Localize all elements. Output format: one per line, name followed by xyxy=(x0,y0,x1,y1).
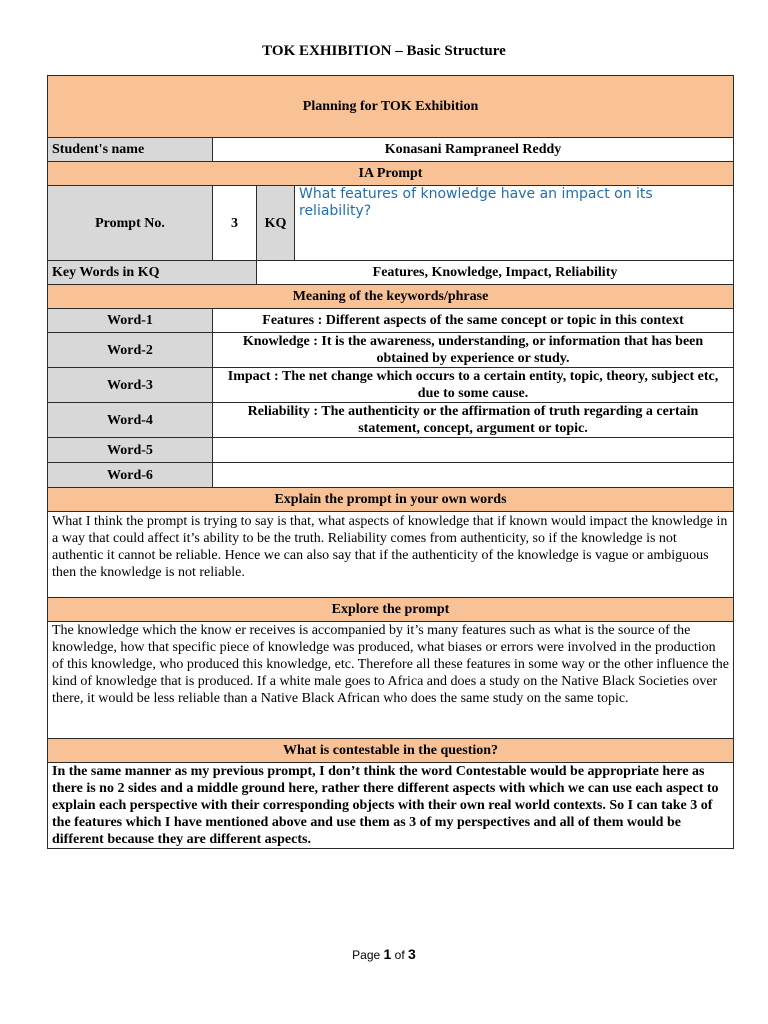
explore-heading: Explore the prompt xyxy=(48,598,734,622)
page-current: 1 xyxy=(383,946,392,962)
prompt-no-value: 3 xyxy=(213,186,257,261)
kq-label: KQ xyxy=(257,186,295,261)
explore-text: The knowledge which the know er receives is accompanied by it’s many features such as what is the source of the knowledge, how that specific piece of knowledge was produced, what biases or errors were involved in the production of this knowledge, who produced this knowledge, etc. Therefore all these features in some way or the other influence the kind of knowledge that is produced. If a white male goes to Africa and does a study on the Native Black Societies over there, it would be less reliable than a Native Black African who does the same study on the same topic. xyxy=(48,622,734,739)
word-label: Word-1 xyxy=(48,309,213,333)
word-label: Word-6 xyxy=(48,463,213,488)
word-meaning xyxy=(213,438,734,463)
word-label: Word-5 xyxy=(48,438,213,463)
student-name-value: Konasani Rampraneel Reddy xyxy=(213,138,734,162)
word-meaning: Impact : The net change which occurs to a certain entity, topic, theory, subject etc, due to some cause. xyxy=(213,368,734,403)
word-label: Word-4 xyxy=(48,403,213,438)
contestable-text: In the same manner as my previous prompt, I don’t think the word Contestable would be appropriate here as there is no 2 sides and a middle ground here, rather there different aspects with which we can use each aspect to explain each perspective with their corresponding objects with their own real world contexts. So I can take 3 of the features which I have mentioned above and use them as 3 of my perspectives and all of them would be different because they are different aspects. xyxy=(48,763,734,849)
word-meaning xyxy=(213,463,734,488)
explain-text: What I think the prompt is trying to say is that, what aspects of knowledge that if known would impact the knowledge in a way that could affect it’s ability to be the truth. Reliability comes from authenticity, so if the knowledge is not authentic it cannot be reliable. Hence we can also say that if the authenticity of the knowledge is vague or ambiguous then the knowledge is not reliable. xyxy=(48,512,734,598)
meaning-heading: Meaning of the keywords/phrase xyxy=(48,285,734,309)
word-label: Word-3 xyxy=(48,368,213,403)
student-name-label: Student's name xyxy=(48,138,213,162)
word-meaning: Knowledge : It is the awareness, understanding, or information that has been obtained by experience or study. xyxy=(213,333,734,368)
document-title: TOK EXHIBITION – Basic Structure xyxy=(262,43,506,59)
word-label: Word-2 xyxy=(48,333,213,368)
keywords-label: Key Words in KQ xyxy=(48,261,257,285)
prompt-no-label: Prompt No. xyxy=(48,186,213,261)
ia-prompt-heading: IA Prompt xyxy=(48,162,734,186)
kq-text: What features of knowledge have an impact on its reliability? xyxy=(295,186,734,261)
table-heading: Planning for TOK Exhibition xyxy=(48,76,734,138)
page-total: 3 xyxy=(408,946,416,962)
planning-table xyxy=(47,75,734,849)
word-meaning: Features : Different aspects of the same concept or topic in this context xyxy=(213,309,734,333)
word-meaning: Reliability : The authenticity or the affirmation of truth regarding a certain statement, concept, argument or topic. xyxy=(213,403,734,438)
keywords-value: Features, Knowledge, Impact, Reliability xyxy=(257,261,734,285)
page-word: Page xyxy=(352,948,381,962)
page-of: of xyxy=(394,948,405,962)
explain-heading: Explain the prompt in your own words xyxy=(48,488,734,512)
page-footer xyxy=(0,946,768,962)
contestable-heading: What is contestable in the question? xyxy=(48,739,734,763)
